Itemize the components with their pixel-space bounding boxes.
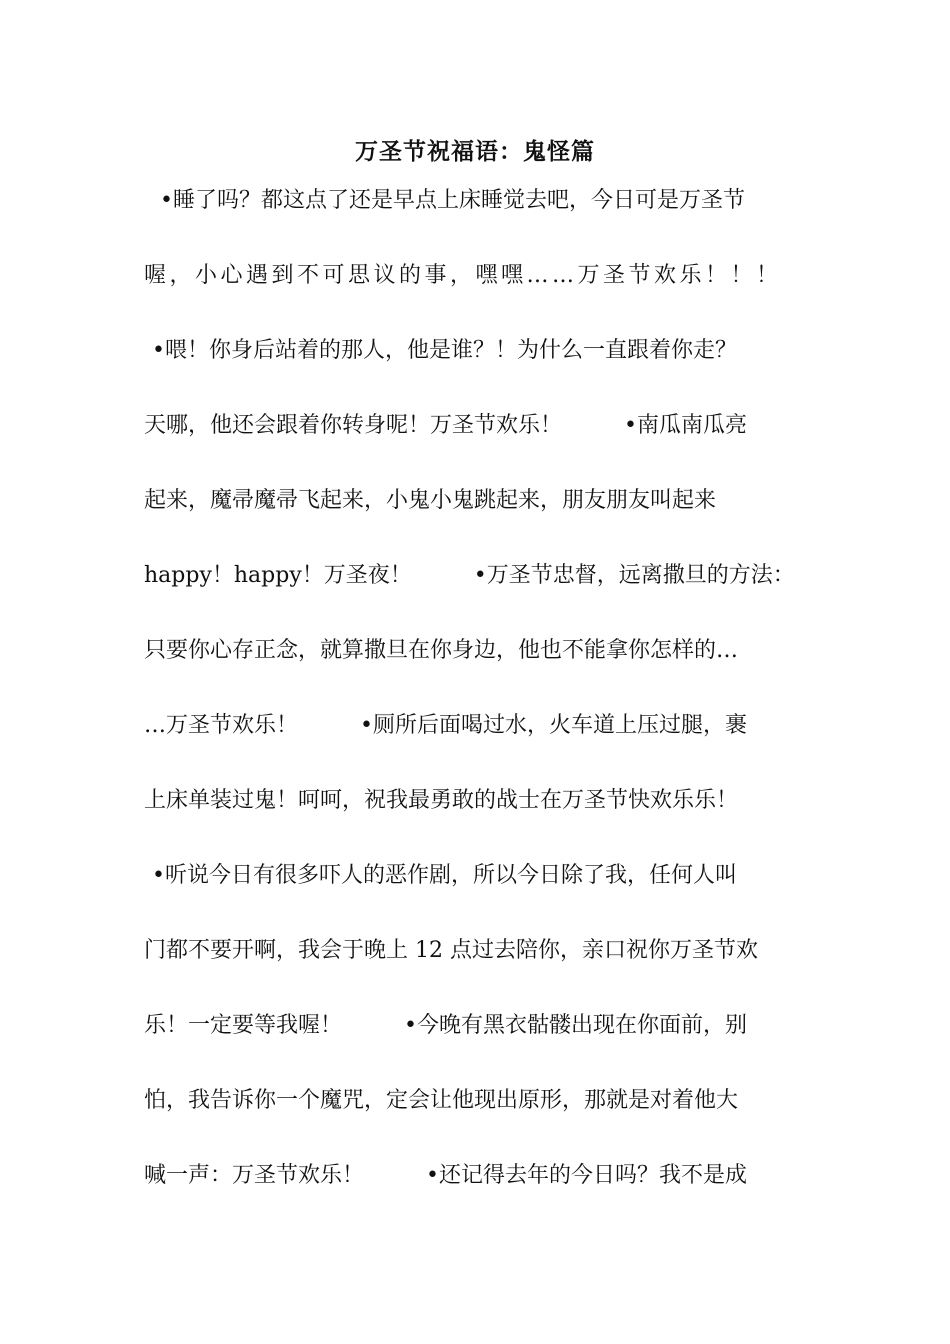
text-segment: …万圣节欢乐！ xyxy=(144,713,299,738)
text-segment: 喊一声：万圣节欢乐！ xyxy=(144,1163,365,1188)
document-title: 万圣节祝福语：鬼怪篇 xyxy=(355,138,595,165)
text-segment: 乐！一定要等我喔！ xyxy=(144,1013,343,1038)
text-segment: 天哪，他还会跟着你转身呢！万圣节欢乐！ xyxy=(144,413,563,438)
text-segment: •万圣节忠督，远离撒旦的方法： xyxy=(473,563,795,588)
text-segment: •厕所后面喝过水，火车道上压过腿，裹 xyxy=(360,713,747,738)
text-line: •听说今日有很多吓人的恶作剧，所以今日除了我，任何人叫 xyxy=(152,863,737,888)
text-line xyxy=(144,1008,747,1044)
text-line: 喔，小心遇到不可思议的事，嘿嘿……万圣节欢乐！！！ xyxy=(144,263,782,288)
text-line: 只要你心存正念，就算撒旦在你身边，他也不能拿你怎样的… xyxy=(144,638,739,663)
text-line xyxy=(144,558,795,594)
text-line: •喂！你身后站着的那人，他是谁？！为什么一直跟着你走？ xyxy=(152,338,737,363)
text-line: •睡了吗？都这点了还是早点上床睡觉去吧，今日可是万圣节 xyxy=(160,188,745,213)
text-line xyxy=(144,708,747,744)
text-segment: •南瓜南瓜亮 xyxy=(624,413,747,438)
text-line: 上床单装过鬼！呵呵，祝我最勇敢的战士在万圣节快欢乐乐！ xyxy=(144,788,739,813)
text-line: 怕，我告诉你一个魔咒，定会让他现出原形，那就是对着他大 xyxy=(144,1088,739,1113)
text-segment: happy！happy！万圣夜！ xyxy=(144,563,412,588)
text-line xyxy=(144,408,747,444)
text-segment: •今晚有黑衣骷髅出现在你面前，别 xyxy=(404,1013,747,1038)
text-line: 门都不要开啊，我会于晚上 12 点过去陪你，亲口祝你万圣节欢 xyxy=(144,938,758,963)
text-segment: •还记得去年的今日吗？我不是成 xyxy=(426,1163,747,1188)
text-line: 起来，魔帚魔帚飞起来，小鬼小鬼跳起来，朋友朋友叫起来 xyxy=(144,488,717,513)
text-line xyxy=(144,1158,747,1194)
